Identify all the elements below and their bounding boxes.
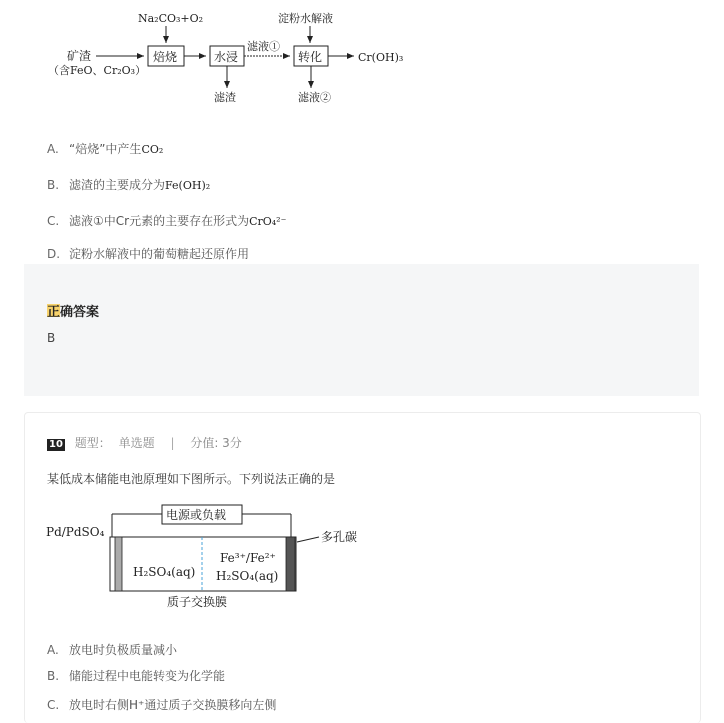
flow-filtrate1: 滤液① [247,40,280,53]
q10-option-c[interactable] [47,696,276,713]
header-separator: | [170,436,175,450]
flow-raw-material-sub: （含FeO、Cr₂O₃） [48,64,147,77]
option-a[interactable] [47,140,163,157]
flow-box-leach-label: 水浸 [214,50,239,64]
power-label: 电源或负载 [166,508,227,522]
option-text: 储能过程中电能转变为化学能 [69,669,226,683]
membrane-label: 质子交换膜 [167,595,228,609]
process-flowchart [40,6,420,110]
option-letter: D. [47,247,61,261]
left-electrode-label: Pd/PdSO₄ [46,525,105,539]
option-letter: A. [47,643,59,657]
option-letter: A. [47,142,59,156]
option-formula: Fe(OH)₂ [165,179,211,192]
option-text: 淀粉水解液中的葡萄糖起还原作用 [69,247,250,261]
flow-filtrate2: 滤液② [298,91,331,104]
question-type-label: 题型： [74,436,111,450]
option-text: 滤液①中Cr元素的主要存在形式为 [69,214,250,228]
option-c[interactable] [47,212,286,229]
flow-box-convert-label: 转化 [298,50,323,64]
option-text: 滤渣的主要成分为 [69,178,166,192]
question-header [47,434,242,451]
answer-title [47,301,99,320]
option-formula: CrO₄²⁻ [249,215,287,228]
right-solution-label-1: Fe³⁺/Fe²⁺ [220,551,276,565]
question-type-value: 单选题 [118,436,155,450]
left-electrode [115,537,122,591]
option-text: 放电时右侧H⁺通过质子交换膜移向左侧 [69,698,277,712]
option-text: “焙烧”中产生 [69,142,142,156]
right-solution-label-2: H₂SO₄(aq) [216,569,279,583]
question-stem: 某低成本储能电池原理如下图所示。下列说法正确的是 [47,472,336,486]
answer-value: B [47,331,56,345]
flow-raw-material: 矿渣 [67,49,92,63]
option-b[interactable] [47,176,210,193]
battery-diagram [44,500,374,615]
option-d[interactable] [47,245,249,262]
flow-box-roast-label: 焙烧 [153,50,178,64]
flow-product: Cr(OH)₃ [358,51,404,64]
option-letter: C. [47,698,60,712]
left-solution-label: H₂SO₄(aq) [133,565,196,579]
option-text: 放电时负极质量减小 [69,643,178,657]
answer-panel [24,264,699,396]
q10-option-b[interactable] [47,667,225,684]
flow-input-top: Na₂CO₃+O₂ [138,12,204,25]
right-electrode [286,537,295,591]
option-letter: C. [47,214,60,228]
question-score: 分值: 3分 [190,436,242,450]
option-formula: CO₂ [141,143,164,156]
right-electrode-label: 多孔碳 [321,530,358,544]
option-letter: B. [47,669,60,683]
answer-title-text: 正确答案 [47,305,100,320]
flow-residue: 滤渣 [214,91,236,104]
question-number: 10 [49,439,63,450]
q10-option-a[interactable] [47,641,177,658]
flow-input-top2: 淀粉水解液 [278,12,333,25]
option-letter: B. [47,178,60,192]
